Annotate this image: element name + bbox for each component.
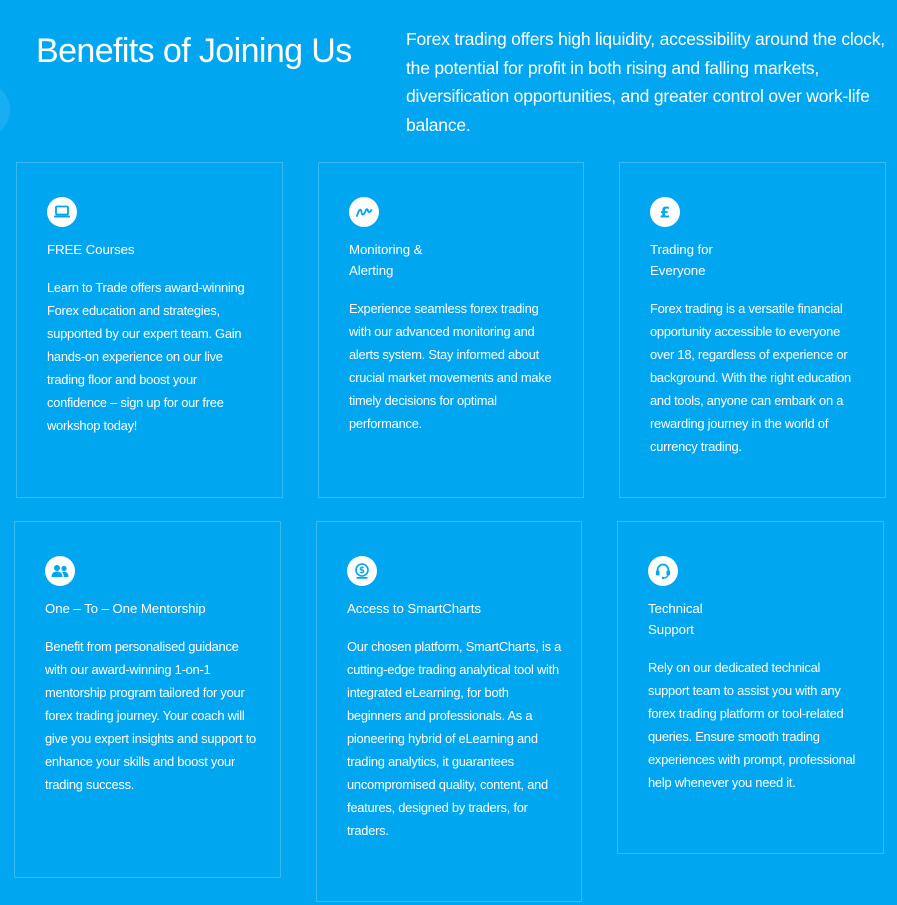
- card-description: Our chosen platform, SmartCharts, is a cutting-edge trading analytical tool with integrated eLearning, for both beginners and professionals. As a pioneering hybrid of eLearning and trading analytics, it guarantees uncompromised quality, content, and features, designed by traders, for traders.: [347, 639, 562, 838]
- benefit-card-technical-support: [617, 521, 884, 854]
- pound-sign-icon: [650, 197, 680, 227]
- card-title: Access to SmartCharts: [347, 601, 481, 616]
- headset-icon: [648, 556, 678, 586]
- svg-text:£: £: [659, 204, 671, 220]
- svg-text:$: $: [359, 566, 365, 577]
- card-title: One – To – One Mentorship: [45, 601, 206, 616]
- card-title: Monitoring & Alerting: [349, 242, 423, 278]
- card-title: Trading for Everyone: [650, 242, 713, 278]
- card-description: Benefit from personalised guidance with our award-winning 1-on-1 mentorship program tailored for your forex trading journey. Your coach will give you expert insights and support to enhance your skills and boost your trading success.: [45, 639, 256, 792]
- card-title: Technical Support: [648, 601, 703, 637]
- benefit-card-mentorship: [14, 521, 281, 878]
- benefit-card-free-courses: [16, 162, 283, 498]
- users-icon: [45, 556, 75, 586]
- signal-wave-icon: [349, 197, 379, 227]
- card-title: FREE Courses: [47, 242, 135, 257]
- card-description: Learn to Trade offers award-winning Forex education and strategies, supported by our expert team. Gain hands-on experience on our live trading floor and boost your confidence – sign up for our free workshop today!: [47, 280, 245, 433]
- card-description: Forex trading is a versatile financial opportunity accessible to everyone over 18, regardless of experience or background. With the right education and tools, anyone can embark on a rewarding journey in the world of currency trading.: [650, 301, 851, 454]
- card-description: Rely on our dedicated technical support team to assist you with any forex trading platform or tool-related queries. Ensure smooth trading experiences with prompt, professional help whenever you need it.: [648, 660, 856, 790]
- benefit-card-smartcharts: [316, 521, 582, 902]
- benefit-card-trading-for-everyone: [619, 162, 886, 498]
- dollar-coin-icon: [347, 556, 377, 586]
- laptop-icon: [47, 197, 77, 227]
- card-description: Experience seamless forex trading with our advanced monitoring and alerts system. Stay informed about crucial market movements and make timely decisions for optimal performance.: [349, 301, 552, 431]
- decorative-circle: [0, 82, 10, 138]
- benefit-card-monitoring: [318, 162, 584, 498]
- intro-text: Forex trading offers high liquidity, accessibility around the clock, the potential for profit in both rising and falling markets, diversification opportunities, and greater control over work-life balance.: [406, 29, 885, 135]
- page-title: Benefits of Joining Us: [36, 32, 352, 70]
